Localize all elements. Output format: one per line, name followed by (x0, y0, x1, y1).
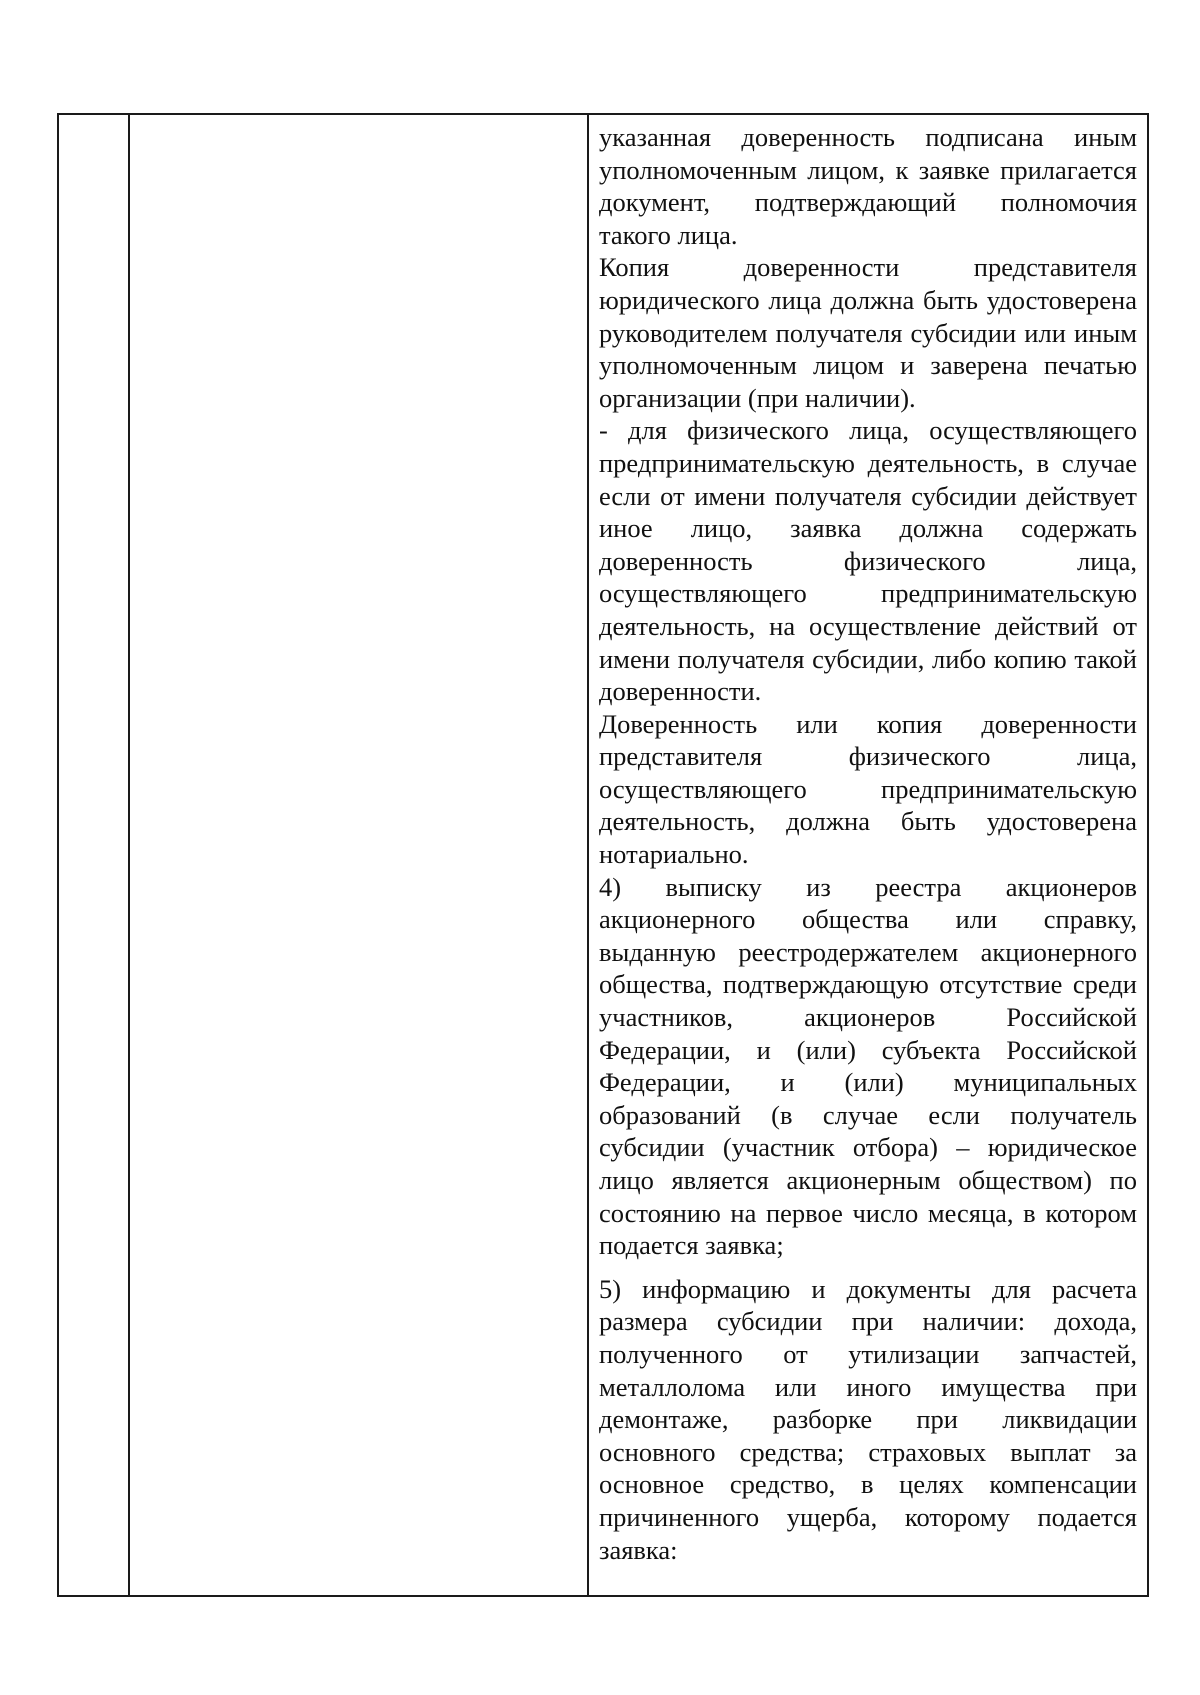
paragraph-item-4-shareholder-register: 4) выписку из реестра акционеров акционерного общества или справку, выданную реестродержателем акционерного общества, подтверждающую отсутствие среди участников, акционеров Российской Федерации, и (или) субъекта Российской Федерации, и (или) муниципальных образований (в случае если получатель субсидии (участник отбора) – юридическое лицо является акционерным обществом) по состоянию на первое число месяца, в котором подается заявка; (599, 871, 1137, 1261)
paragraph-power-of-attorney-signed: указанная доверенность подписана иным уполномоченным лицом, к заявке прилагается документ, подтверждающий полномочия такого лица. (599, 122, 1137, 250)
paragraph-individual-entrepreneur: - для физического лица, осуществляющего предпринимательскую деятельность, в случае если от имени получателя субсидии действует иное лицо, заявка должна содержать доверенность физического лица, осуществляющего предпринимательскую деятельность, на осуществление действий от имени получателя субсидии, либо копию такой доверенности. (599, 415, 1137, 707)
paragraph-legal-entity-copy: Копия доверенности представителя юридического лица должна быть удостоверена руководителем получателя субсидии или иным уполномоченным лицом и заверена печатью организации (при наличии). (599, 252, 1137, 413)
paragraph-item-5-subsidy-calculation: 5) информацию и документы для расчета размера субсидии при наличии: дохода, полученного от утилизации запчастей, металлолома или иного имущества при демонтаже, разборке при ликвидации основного средства; страховых выплат за основное средство, в целях компенсации причиненного ущерба, которому подается заявка: (599, 1273, 1137, 1565)
document-table (57, 113, 1149, 1597)
paragraph-notarial-certification: Доверенность или копия доверенности представителя физического лица, осуществляющего предпринимательскую деятельность, должна быть удостоверена нотариально. (599, 708, 1137, 870)
table-cell-number (59, 115, 130, 1595)
table-cell-requirements (589, 115, 1147, 1595)
table-cell-name (130, 115, 589, 1595)
